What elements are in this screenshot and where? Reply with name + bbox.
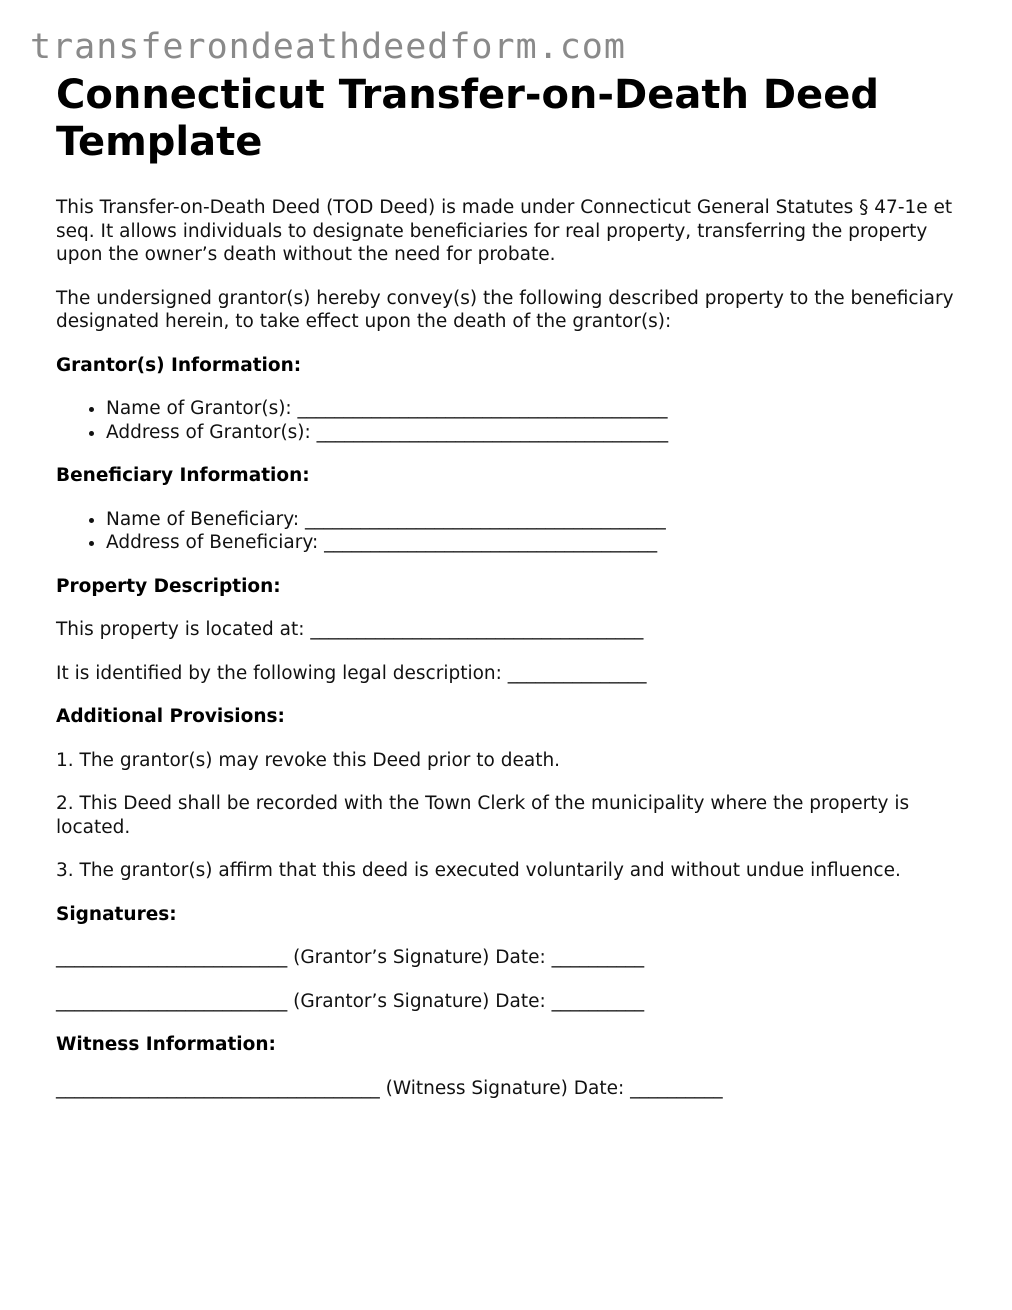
intro-paragraph-conveyance: The undersigned grantor(s) hereby convey(s) the following described property to the beneficiary designated herein, to take effect upon the death of the grantor(s): [56, 287, 954, 332]
intro-paragraph-statute: This Transfer-on-Death Deed (TOD Deed) is made under Connecticut General Statutes § 47-1e et seq. It allows individuals to designate beneficiaries for real property, transferring the property upon the owner’s death without the need for probate. [56, 197, 953, 265]
witness-heading: Witness Information: [56, 1034, 276, 1055]
document-body [56, 72, 966, 1120]
beneficiary-heading: Beneficiary Information: [56, 465, 310, 486]
property-heading: Property Description: [56, 575, 281, 597]
grantor-heading: Grantor(s) Information: [56, 354, 302, 376]
watermark: transferondeathdeedform.com [30, 27, 626, 67]
beneficiary-list [56, 508, 966, 555]
grantor-address-field: • Address of Grantor(s): ______________________________________ [106, 421, 966, 445]
property-location-field: This property is located at: ____________________________________ [56, 619, 644, 640]
provision-item: 1. The grantor(s) may revoke this Deed prior to death. [56, 749, 561, 771]
provision-item: 2. This Deed shall be recorded with the Town Clerk of the municipality where the property is located. [56, 793, 910, 838]
property-legal-description-field: It is identified by the following legal description: _______________ [56, 662, 647, 684]
provisions-heading: Additional Provisions: [56, 706, 285, 727]
document-title: Connecticut Transfer-on-Death Deed Template [56, 72, 879, 165]
grantor-list [56, 397, 966, 444]
grantor-signature-line: _________________________ (Grantor’s Signature) Date: __________ [56, 990, 645, 1012]
provision-item: 3. The grantor(s) affirm that this deed is executed voluntarily and without undue influence. [56, 860, 901, 881]
grantor-signature-line: _________________________ (Grantor’s Signature) Date: __________ [56, 947, 645, 968]
beneficiary-address-field: • Address of Beneficiary: ____________________________________ [106, 531, 966, 555]
witness-signature-line: ___________________________________ (Witness Signature) Date: __________ [56, 1077, 723, 1099]
beneficiary-name-field: • Name of Beneficiary: _______________________________________ [106, 508, 966, 532]
signatures-heading: Signatures: [56, 903, 177, 925]
grantor-name-field: • Name of Grantor(s): ________________________________________ [106, 397, 966, 421]
